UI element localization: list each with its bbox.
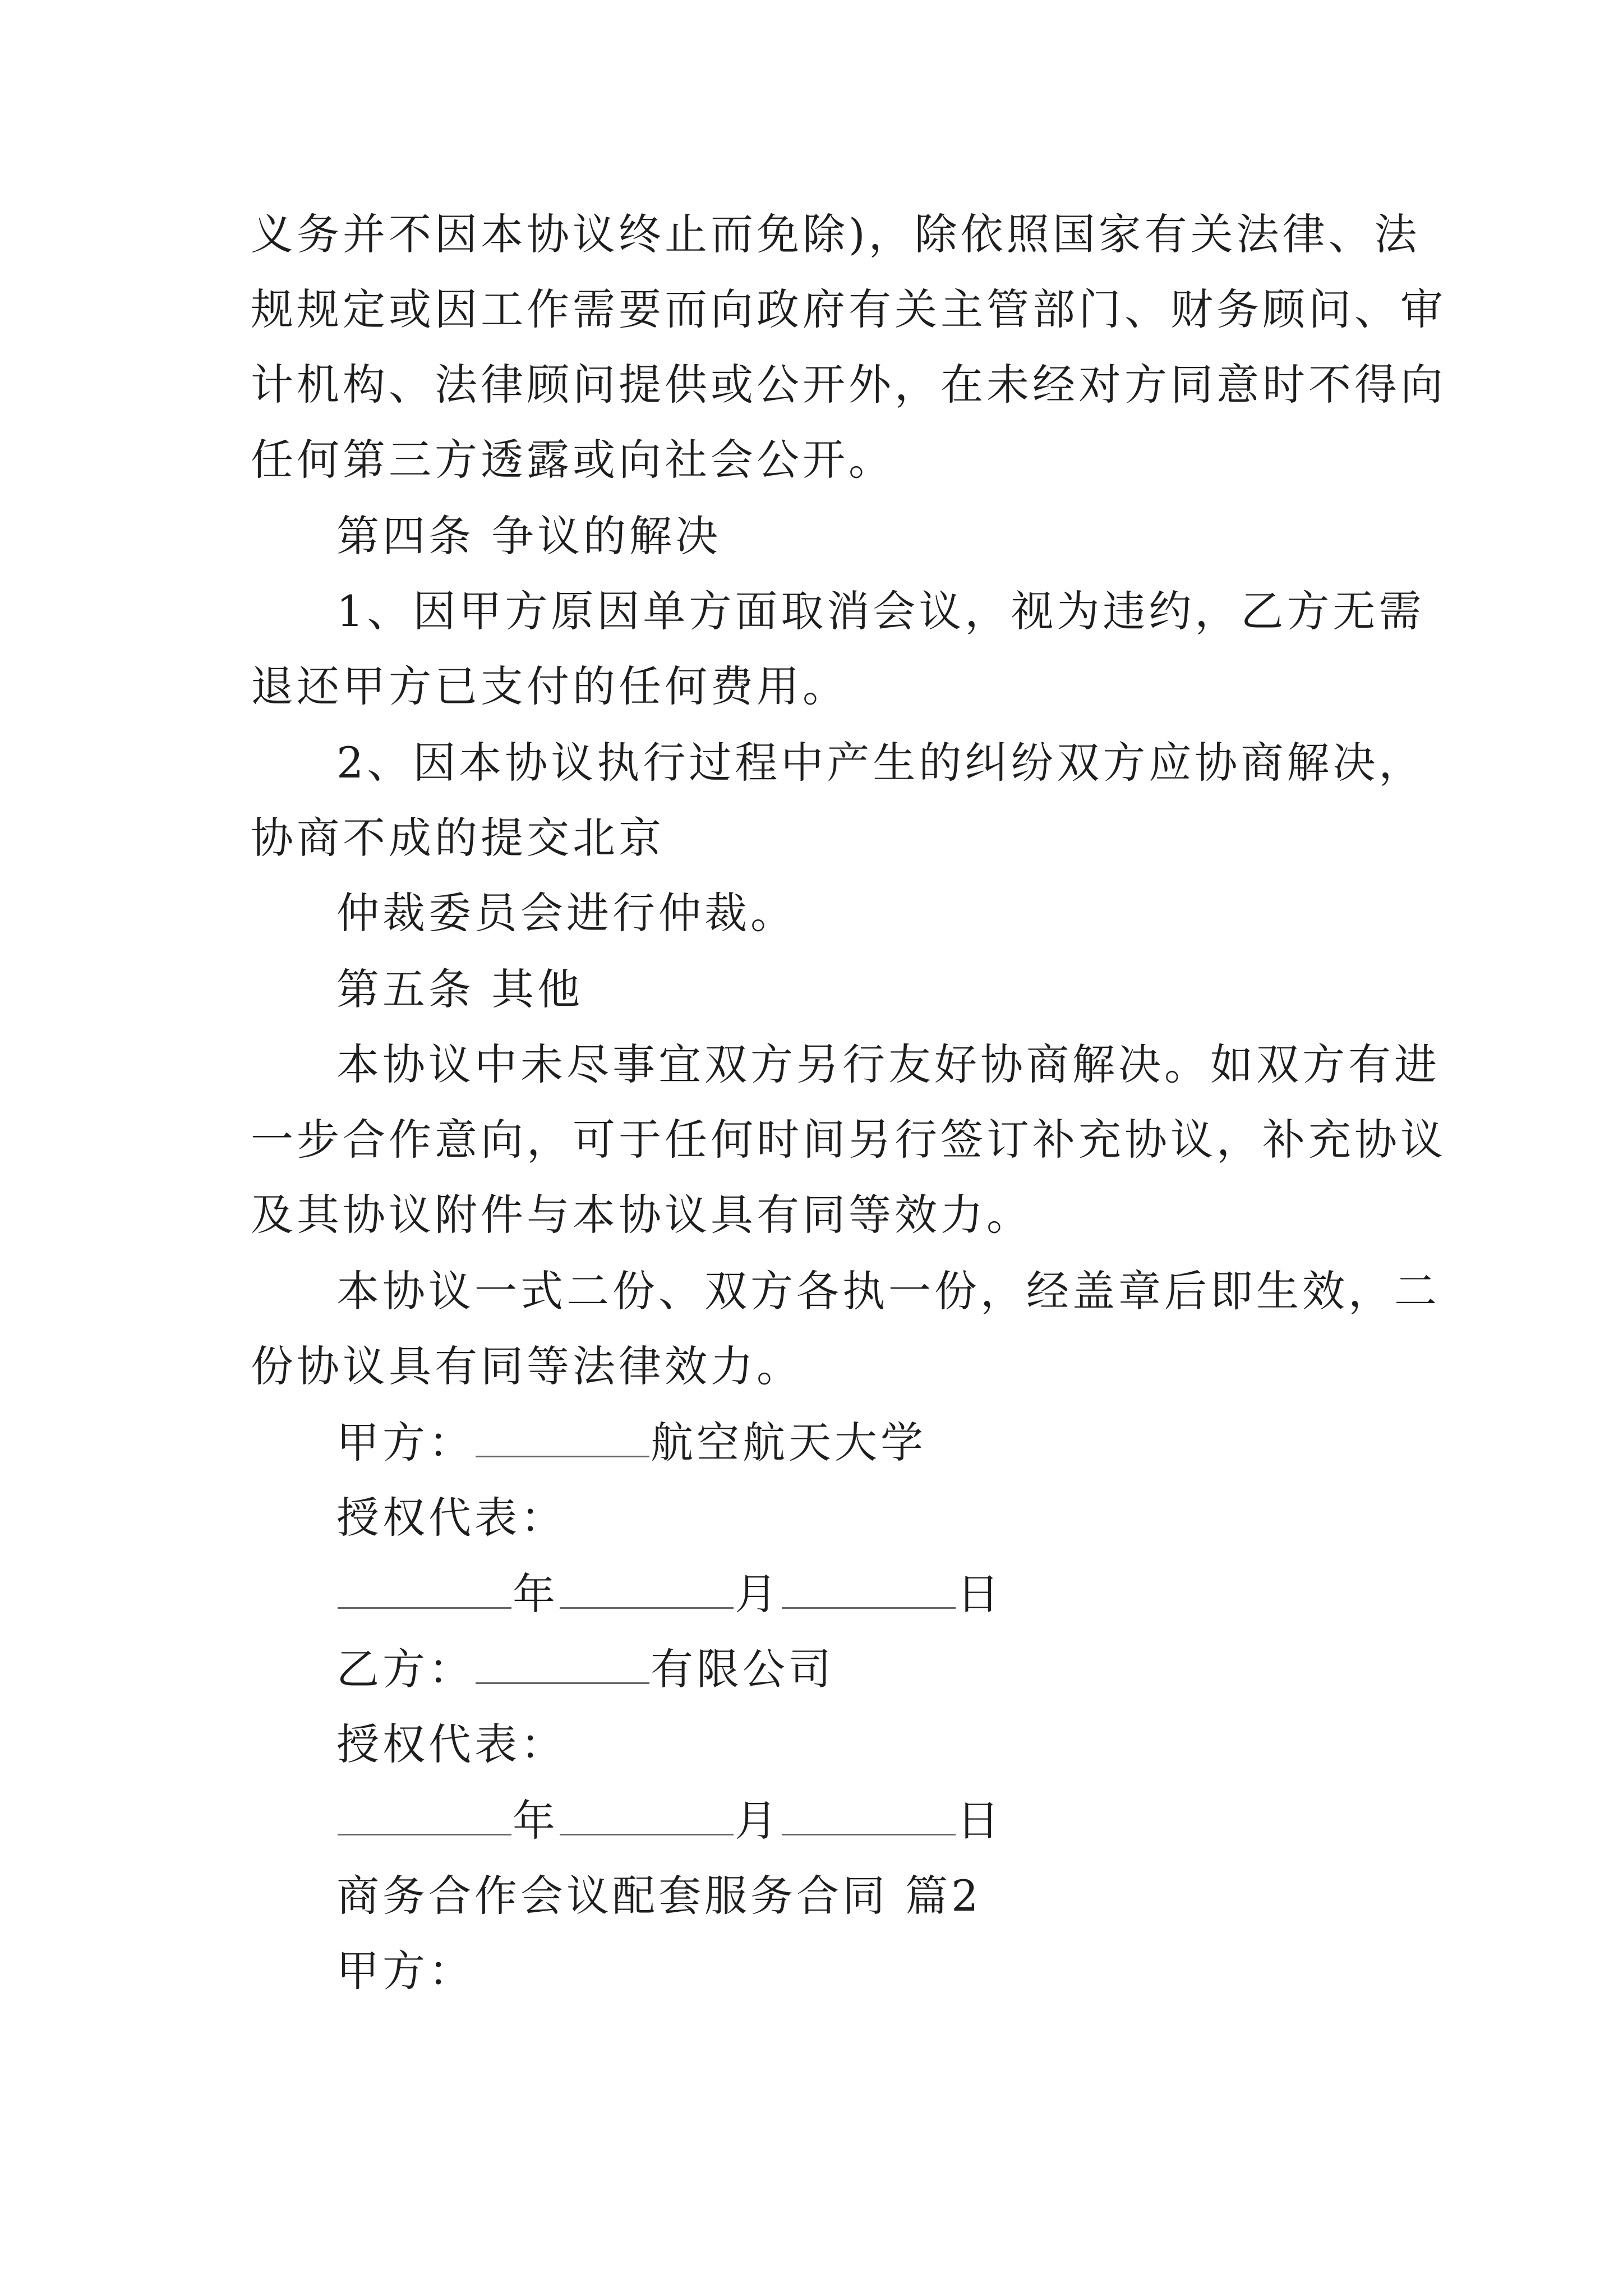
section-heading-5: 第五条 其他 <box>336 964 584 1014</box>
next-section-title: 商务合作会议配套服务合同 篇2 <box>336 1871 982 1921</box>
body-line: 协商不成的提交北京 <box>251 813 665 863</box>
body-line: 本协议一式二份、双方各执一份，经盖章后即生效，二 <box>336 1266 1440 1316</box>
body-line: 仲裁委员会进行仲裁。 <box>336 888 796 938</box>
body-line: 及其协议附件与本协议具有同等效力。 <box>251 1190 1032 1240</box>
section-heading-4: 第四条 争议的解决 <box>336 511 722 561</box>
fill-blank <box>338 1605 511 1609</box>
month-label: 月 <box>735 1796 781 1846</box>
date-line-a <box>336 1566 1481 1622</box>
fill-blank <box>476 1680 649 1684</box>
body-line: 计机构、法律顾问提供或公开外，在未经对方同意时不得向 <box>251 360 1446 409</box>
party-b-line <box>336 1641 1481 1697</box>
fill-blank <box>338 1832 511 1835</box>
fill-blank <box>560 1605 734 1609</box>
day-label: 日 <box>957 1796 1003 1846</box>
body-line: 退还甲方已支付的任何费用。 <box>251 661 849 711</box>
party-a-label: 甲方： <box>336 1418 474 1467</box>
year-label: 年 <box>513 1796 559 1846</box>
body-line: 规规定或因工作需要而向政府有关主管部门、财务顾问、审 <box>251 284 1446 334</box>
body-line: 一步合作意向，可于任何时间另行签订补充协议，补充协议 <box>251 1115 1446 1165</box>
rep-line-a: 授权代表： <box>336 1493 566 1543</box>
body-line: 本协议中未尽事宜双方另行友好协商解决。如双方有进 <box>336 1039 1440 1089</box>
date-line-b <box>336 1793 1481 1849</box>
fill-blank <box>560 1832 734 1835</box>
party-b-name: 有限公司 <box>651 1644 834 1694</box>
party-b-label: 乙方： <box>336 1644 474 1694</box>
month-label: 月 <box>735 1569 781 1619</box>
rep-line-b: 授权代表： <box>336 1719 566 1769</box>
party-a-line <box>336 1415 1481 1471</box>
body-line: 义务并不因本协议终止而免除)，除依照国家有关法律、法 <box>251 209 1421 259</box>
fill-blank <box>476 1453 649 1457</box>
body-line: 任何第三方透露或向社会公开。 <box>251 435 895 485</box>
body-line: 2、因本协议执行过程中产生的纠纷双方应协商解决， <box>336 738 1425 788</box>
fill-blank <box>782 1832 956 1835</box>
day-label: 日 <box>957 1569 1003 1619</box>
next-section-party-a: 甲方： <box>336 1946 474 1996</box>
year-label: 年 <box>513 1569 559 1619</box>
fill-blank <box>782 1605 956 1609</box>
body-line: 份协议具有同等法律效力。 <box>251 1341 803 1391</box>
body-line: 1、因甲方原因单方面取消会议，视为违约，乙方无需 <box>336 586 1425 636</box>
party-a-name: 航空航天大学 <box>651 1418 926 1467</box>
